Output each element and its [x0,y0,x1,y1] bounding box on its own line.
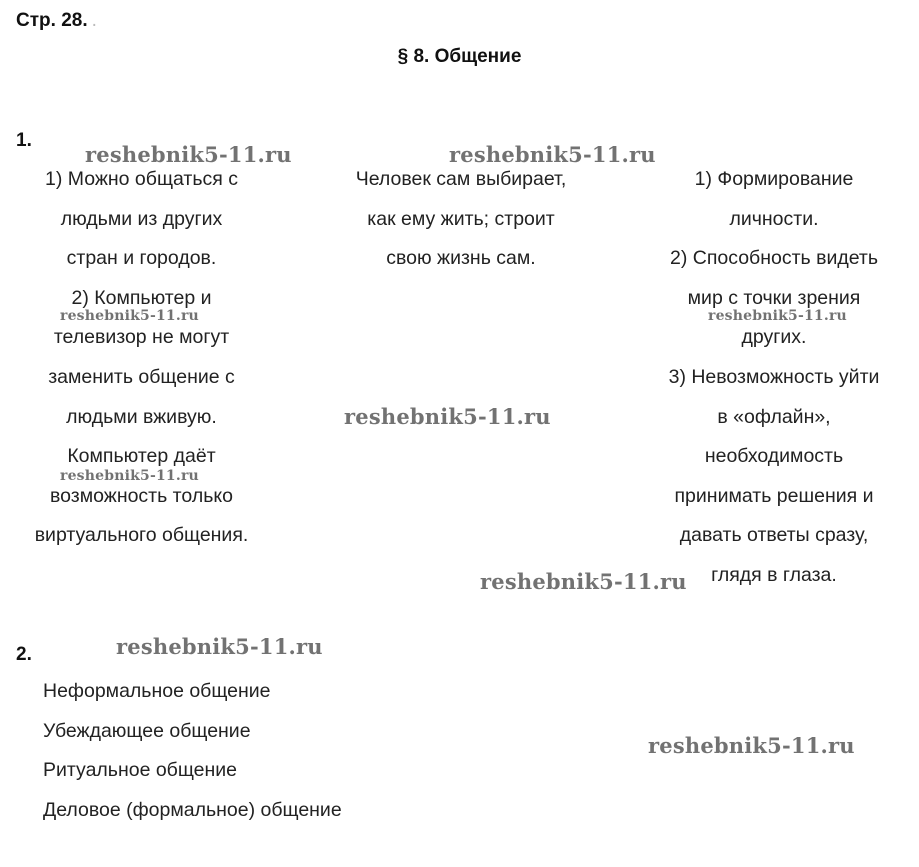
right-line: необходимость [704,445,844,468]
left-line: телевизор не могут [53,326,230,349]
watermark: reshebnik5-11.ru [449,142,656,167]
list-item: Деловое (формальное) общение [43,798,342,821]
left-line: стран и городов. [66,247,217,270]
left-line: людьми из других [60,207,223,230]
left-line: 2) Компьютер и [71,286,212,309]
left-line: 1) Можно общаться с [45,168,238,190]
right-line: глядя в глаза. [711,563,837,586]
page-reference [16,10,97,32]
watermark: reshebnik5-11.ru [116,634,323,659]
task-1-right-column [632,166,916,602]
page-reference-dot: . [91,10,97,31]
section-title: § 8. Общение [397,46,522,67]
watermark: reshebnik5-11.ru [85,142,292,167]
right-line: принимать решения и [674,484,874,507]
task-1-middle-column [320,166,602,285]
page-reference-text: Стр. 28. [16,10,88,31]
watermark: reshebnik5-11.ru [60,468,199,484]
middle-line: свою жизнь сам. [386,247,536,270]
list-item: Ритуальное общение [43,759,238,782]
right-line: других. [741,326,807,349]
right-line: 3) Невозможность уйти [668,365,880,388]
watermark: reshebnik5-11.ru [708,308,847,324]
middle-line: как ему жить; строит [367,207,555,230]
list-item: Неформальное общение [43,680,271,702]
task-1-left-column [0,166,283,562]
right-line: личности. [729,207,819,230]
middle-line: Человек сам выбирает, [355,168,567,190]
watermark: reshebnik5-11.ru [344,404,551,429]
right-line: в «офлайн», [717,405,831,428]
left-line: Компьютер даёт [67,445,216,468]
left-line: заменить общение с [48,365,235,388]
right-line: 1) Формирование [694,168,854,190]
right-line: мир с точки зрения [687,286,861,309]
task-1-number: 1. [16,130,32,151]
left-line: виртуального общения. [34,524,249,547]
task-2-list [43,678,342,836]
list-item: Убеждающее общение [43,719,251,742]
watermark: reshebnik5-11.ru [60,308,199,324]
left-line: возможность только [50,484,233,507]
watermark: reshebnik5-11.ru [480,569,687,594]
right-line: давать ответы сразу, [679,524,869,547]
watermark: reshebnik5-11.ru [648,733,855,758]
task-2-number: 2. [16,644,32,665]
right-line: 2) Способность видеть [669,247,879,270]
left-line: людьми вживую. [66,405,217,428]
